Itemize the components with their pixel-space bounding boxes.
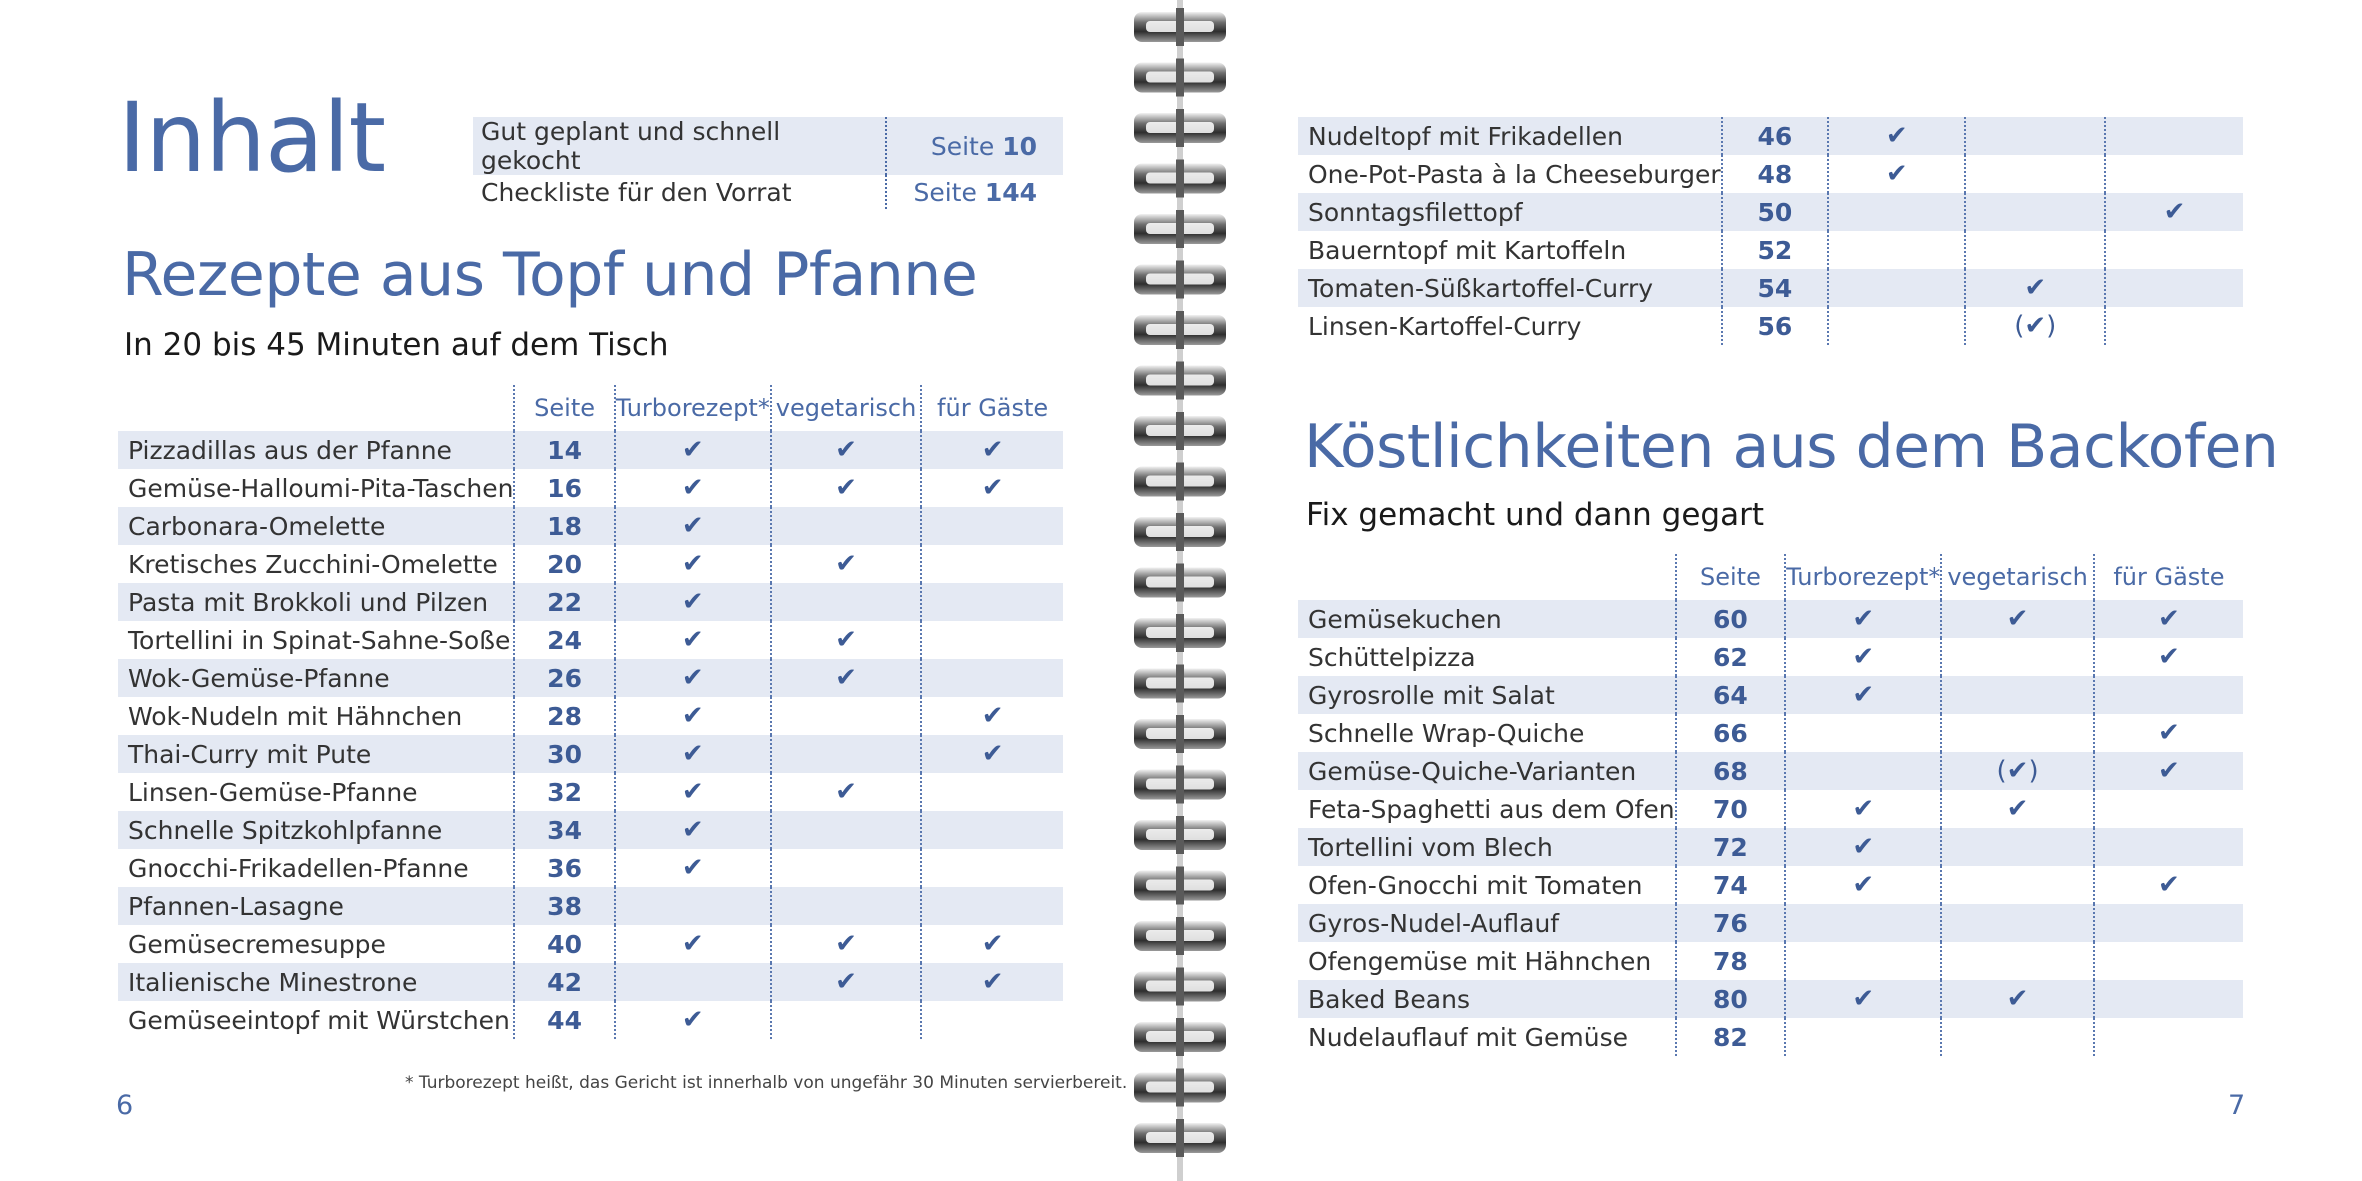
recipe-name: Ofen-Gnocchi mit Tomaten bbox=[1308, 870, 1643, 900]
recipe-page: 30 bbox=[514, 735, 614, 773]
guests-mark: ✔ bbox=[921, 925, 1063, 963]
turbo-mark bbox=[1785, 942, 1941, 980]
turbo-mark: ✔ bbox=[615, 431, 771, 469]
table-row[interactable] bbox=[118, 849, 1063, 887]
guests-mark: ✔ bbox=[2094, 638, 2243, 676]
recipe-name: Wok-Nudeln mit Hähnchen bbox=[128, 701, 463, 731]
toc-page: Seite 10 bbox=[886, 117, 1063, 175]
table-row[interactable] bbox=[1298, 307, 2243, 345]
table-row[interactable] bbox=[1298, 866, 2243, 904]
coil-wire bbox=[1176, 311, 1184, 349]
recipe-page: 24 bbox=[514, 621, 614, 659]
coil-wire bbox=[1176, 362, 1184, 400]
coil-wire bbox=[1176, 59, 1184, 97]
guests-mark: ✔ bbox=[2094, 714, 2243, 752]
guests-mark: ✔ bbox=[2094, 752, 2243, 790]
recipe-name: Linsen-Gemüse-Pfanne bbox=[128, 777, 418, 807]
turbo-mark: ✔ bbox=[615, 697, 771, 735]
guests-mark: ✔ bbox=[2105, 193, 2243, 231]
guests-mark: ✔ bbox=[2094, 600, 2243, 638]
recipe-name: Gemüseeintopf mit Würstchen bbox=[128, 1005, 510, 1035]
recipe-name: Carbonara-Omelette bbox=[118, 507, 514, 545]
recipe-name: One-Pot-Pasta à la Cheeseburger bbox=[1308, 159, 1721, 189]
toc-row[interactable] bbox=[473, 175, 1063, 209]
table-row[interactable] bbox=[1298, 676, 2243, 714]
recipe-rows bbox=[1298, 117, 2243, 345]
guests-mark: ✔ bbox=[921, 735, 1063, 773]
recipe-name: Gyros-Nudel-Auflauf bbox=[1298, 904, 1676, 942]
turbo-mark: ✔ bbox=[615, 621, 771, 659]
table-row[interactable] bbox=[1298, 1018, 2243, 1056]
vegetarian-mark bbox=[1965, 117, 2105, 155]
coil-wire bbox=[1176, 766, 1184, 804]
recipe-page: 28 bbox=[514, 697, 614, 735]
vegetarian-mark bbox=[771, 507, 921, 545]
turbo-mark: ✔ bbox=[615, 545, 771, 583]
recipe-page: 18 bbox=[514, 507, 614, 545]
recipe-table-continued bbox=[1298, 117, 2243, 345]
table-row[interactable] bbox=[1298, 638, 2243, 676]
header-turbo: Turborezept* bbox=[615, 385, 771, 431]
recipe-name: Feta-Spaghetti aus dem Ofen bbox=[1308, 794, 1675, 824]
table-row[interactable] bbox=[118, 925, 1063, 963]
vegetarian-mark bbox=[1941, 866, 2093, 904]
vegetarian-mark: ✔ bbox=[771, 773, 921, 811]
guests-mark bbox=[2105, 117, 2243, 155]
turbo-mark bbox=[1785, 904, 1941, 942]
guests-mark bbox=[2094, 676, 2243, 714]
header-guests: für Gäste bbox=[921, 385, 1063, 431]
guests-mark bbox=[921, 887, 1063, 925]
turbo-mark: ✔ bbox=[1785, 828, 1941, 866]
toc-label: Gut geplant und schnell gekocht bbox=[473, 117, 886, 175]
guests-mark bbox=[921, 773, 1063, 811]
recipe-rows bbox=[1298, 600, 2243, 1056]
header-page: Seite bbox=[1676, 554, 1786, 600]
coil-wire bbox=[1176, 210, 1184, 248]
header-vegetarian: vegetarisch bbox=[1941, 554, 2093, 600]
recipe-page: 64 bbox=[1676, 676, 1786, 714]
table-row[interactable] bbox=[118, 469, 1063, 507]
table-row[interactable] bbox=[118, 963, 1063, 1001]
coil-wire bbox=[1176, 917, 1184, 955]
guests-mark: ✔ bbox=[921, 963, 1063, 1001]
coil-wire bbox=[1176, 513, 1184, 551]
turbo-mark: ✔ bbox=[615, 507, 771, 545]
recipe-name: Schnelle Wrap-Quiche bbox=[1308, 718, 1585, 748]
guests-mark bbox=[921, 583, 1063, 621]
vegetarian-mark bbox=[771, 583, 921, 621]
vegetarian-mark: ✔ bbox=[771, 621, 921, 659]
recipe-name: Pizzadillas aus der Pfanne bbox=[118, 431, 514, 469]
vegetarian-mark: (✔) bbox=[1941, 752, 2093, 790]
vegetarian-mark bbox=[1965, 155, 2105, 193]
turbo-mark: ✔ bbox=[615, 735, 771, 773]
vegetarian-mark bbox=[1965, 231, 2105, 269]
guests-mark bbox=[2105, 231, 2243, 269]
left-page bbox=[0, 0, 1128, 1181]
page-number: 7 bbox=[2228, 1090, 2246, 1121]
recipe-page: 72 bbox=[1676, 828, 1786, 866]
table-header bbox=[1298, 554, 2243, 600]
turbo-mark: ✔ bbox=[1785, 866, 1941, 904]
coil-wire bbox=[1176, 412, 1184, 450]
recipe-name: Gemüse-Quiche-Varianten bbox=[1298, 752, 1676, 790]
coil-wire bbox=[1176, 109, 1184, 147]
header-guests: für Gäste bbox=[2094, 554, 2243, 600]
recipe-page: 74 bbox=[1676, 866, 1786, 904]
coil-wire bbox=[1176, 1018, 1184, 1056]
table-row[interactable] bbox=[1298, 269, 2243, 307]
table-row[interactable] bbox=[1298, 980, 2243, 1018]
table-row[interactable] bbox=[118, 507, 1063, 545]
section-subtitle: Fix gemacht und dann gegart bbox=[1306, 497, 1765, 533]
vegetarian-mark: ✔ bbox=[771, 925, 921, 963]
turbo-mark: ✔ bbox=[615, 583, 771, 621]
vegetarian-mark bbox=[771, 811, 921, 849]
recipe-page: 52 bbox=[1722, 231, 1829, 269]
recipe-page: 78 bbox=[1676, 942, 1786, 980]
guests-mark bbox=[921, 1001, 1063, 1039]
section-subtitle: In 20 bis 45 Minuten auf dem Tisch bbox=[124, 327, 669, 363]
turbo-mark: ✔ bbox=[615, 469, 771, 507]
guests-mark bbox=[921, 507, 1063, 545]
vegetarian-mark bbox=[1941, 714, 2093, 752]
recipe-name: Tortellini vom Blech bbox=[1298, 828, 1676, 866]
table-row[interactable] bbox=[1298, 752, 2243, 790]
recipe-page: 62 bbox=[1676, 638, 1786, 676]
recipe-page: 34 bbox=[514, 811, 614, 849]
guests-mark bbox=[2094, 942, 2243, 980]
table-row[interactable] bbox=[1298, 231, 2243, 269]
coil-wire bbox=[1176, 867, 1184, 905]
vegetarian-mark: ✔ bbox=[1941, 980, 2093, 1018]
turbo-mark: ✔ bbox=[615, 1001, 771, 1039]
guests-mark bbox=[921, 545, 1063, 583]
vegetarian-mark: ✔ bbox=[771, 659, 921, 697]
vegetarian-mark bbox=[1941, 828, 2093, 866]
toc-row[interactable] bbox=[473, 117, 1063, 175]
guests-mark bbox=[2094, 1018, 2243, 1056]
turbo-mark: ✔ bbox=[1785, 790, 1941, 828]
turbo-mark: ✔ bbox=[1785, 638, 1941, 676]
guests-mark bbox=[921, 811, 1063, 849]
guests-mark bbox=[2105, 307, 2243, 345]
vegetarian-mark bbox=[1965, 193, 2105, 231]
recipe-name: Sonntagsfilettopf bbox=[1298, 193, 1722, 231]
table-row[interactable] bbox=[118, 887, 1063, 925]
recipe-name: Nudelauflauf mit Gemüse bbox=[1308, 1022, 1628, 1052]
turbo-mark: ✔ bbox=[615, 849, 771, 887]
guests-mark bbox=[2105, 269, 2243, 307]
coil-wire bbox=[1176, 564, 1184, 602]
footnote: * Turborezept heißt, das Gericht ist innerhalb von ungefähr 30 Minuten servierbereit. bbox=[405, 1073, 1128, 1093]
recipe-name: Linsen-Kartoffel-Curry bbox=[1308, 311, 1582, 341]
spiral-binding bbox=[1120, 0, 1240, 1181]
guests-mark bbox=[921, 621, 1063, 659]
guests-mark bbox=[2094, 790, 2243, 828]
guests-mark: ✔ bbox=[921, 469, 1063, 507]
recipe-name: Baked Beans bbox=[1298, 980, 1676, 1018]
header-turbo: Turborezept* bbox=[1785, 554, 1941, 600]
table-row[interactable] bbox=[118, 773, 1063, 811]
turbo-mark bbox=[1828, 307, 1965, 345]
table-row[interactable] bbox=[118, 811, 1063, 849]
section-title: Köstlichkeiten aus dem Backofen bbox=[1304, 412, 2279, 482]
page-title: Inhalt bbox=[118, 82, 386, 194]
recipe-name: Pfannen-Lasagne bbox=[118, 887, 514, 925]
coil-wire bbox=[1176, 665, 1184, 703]
turbo-mark: ✔ bbox=[615, 659, 771, 697]
coil-wire bbox=[1176, 1119, 1184, 1157]
table-row[interactable] bbox=[118, 545, 1063, 583]
recipe-name: Kretisches Zucchini-Omelette bbox=[128, 549, 498, 579]
coil-wire bbox=[1176, 261, 1184, 299]
toc-links bbox=[473, 117, 1063, 209]
turbo-mark: ✔ bbox=[1828, 117, 1965, 155]
turbo-mark bbox=[1785, 752, 1941, 790]
recipe-name: Gemüsekuchen bbox=[1298, 600, 1676, 638]
recipe-page: 36 bbox=[514, 849, 614, 887]
table-row[interactable] bbox=[1298, 828, 2243, 866]
recipe-page: 66 bbox=[1676, 714, 1786, 752]
guests-mark bbox=[2094, 904, 2243, 942]
turbo-mark: ✔ bbox=[615, 925, 771, 963]
right-page bbox=[1240, 0, 2362, 1181]
recipe-page: 46 bbox=[1722, 117, 1829, 155]
table-row[interactable] bbox=[1298, 790, 2243, 828]
recipe-page: 42 bbox=[514, 963, 614, 1001]
recipe-page: 26 bbox=[514, 659, 614, 697]
vegetarian-mark bbox=[1941, 942, 2093, 980]
vegetarian-mark bbox=[1941, 904, 2093, 942]
turbo-mark bbox=[1828, 193, 1965, 231]
table-row[interactable] bbox=[1298, 600, 2243, 638]
turbo-mark bbox=[1785, 1018, 1941, 1056]
turbo-mark bbox=[1785, 714, 1941, 752]
turbo-mark: ✔ bbox=[1785, 980, 1941, 1018]
vegetarian-mark bbox=[771, 1001, 921, 1039]
vegetarian-mark: ✔ bbox=[771, 431, 921, 469]
table-row[interactable] bbox=[1298, 904, 2243, 942]
coil-wire bbox=[1176, 614, 1184, 652]
recipe-page: 60 bbox=[1676, 600, 1786, 638]
recipe-page: 20 bbox=[514, 545, 614, 583]
recipe-name: Nudeltopf mit Frikadellen bbox=[1298, 117, 1722, 155]
toc-label: Checkliste für den Vorrat bbox=[481, 177, 792, 207]
header-page: Seite bbox=[514, 385, 614, 431]
turbo-mark: ✔ bbox=[1785, 676, 1941, 714]
vegetarian-mark: ✔ bbox=[771, 469, 921, 507]
recipe-page: 40 bbox=[514, 925, 614, 963]
vegetarian-mark: ✔ bbox=[771, 963, 921, 1001]
table-row[interactable] bbox=[118, 697, 1063, 735]
vegetarian-mark bbox=[1941, 1018, 2093, 1056]
recipe-page: 56 bbox=[1722, 307, 1829, 345]
recipe-name: Tortellini in Spinat-Sahne-Soße bbox=[128, 625, 511, 655]
recipe-name: Gyrosrolle mit Salat bbox=[1298, 676, 1676, 714]
vegetarian-mark bbox=[1941, 638, 2093, 676]
recipe-rows bbox=[118, 431, 1063, 1039]
turbo-mark: ✔ bbox=[615, 773, 771, 811]
table-row[interactable] bbox=[118, 1001, 1063, 1039]
vegetarian-mark bbox=[771, 849, 921, 887]
page-number: 6 bbox=[116, 1090, 134, 1121]
vegetarian-mark: ✔ bbox=[1941, 600, 2093, 638]
vegetarian-mark bbox=[771, 887, 921, 925]
coil-wire bbox=[1176, 1069, 1184, 1107]
guests-mark bbox=[921, 659, 1063, 697]
recipe-table bbox=[118, 385, 1063, 1039]
section-title: Rezepte aus Topf und Pfanne bbox=[122, 240, 978, 310]
guests-mark bbox=[2094, 828, 2243, 866]
recipe-page: 50 bbox=[1722, 193, 1829, 231]
recipe-name: Schüttelpizza bbox=[1308, 642, 1476, 672]
recipe-page: 14 bbox=[514, 431, 614, 469]
recipe-name: Schnelle Spitzkohlpfanne bbox=[118, 811, 514, 849]
coil-wire bbox=[1176, 968, 1184, 1006]
header-vegetarian: vegetarisch bbox=[771, 385, 921, 431]
vegetarian-mark bbox=[771, 735, 921, 773]
recipe-name: Gnocchi-Frikadellen-Pfanne bbox=[128, 853, 469, 883]
table-row[interactable] bbox=[1298, 714, 2243, 752]
vegetarian-mark: ✔ bbox=[1941, 790, 2093, 828]
recipe-page: 82 bbox=[1676, 1018, 1786, 1056]
recipe-page: 38 bbox=[514, 887, 614, 925]
turbo-mark bbox=[1828, 269, 1965, 307]
recipe-page: 68 bbox=[1676, 752, 1786, 790]
vegetarian-mark: (✔) bbox=[1965, 307, 2105, 345]
guests-mark bbox=[921, 849, 1063, 887]
recipe-page: 44 bbox=[514, 1001, 614, 1039]
table-row[interactable] bbox=[118, 735, 1063, 773]
recipe-name: Italienische Minestrone bbox=[118, 963, 514, 1001]
table-row[interactable] bbox=[118, 431, 1063, 469]
turbo-mark: ✔ bbox=[1785, 600, 1941, 638]
turbo-mark bbox=[1828, 231, 1965, 269]
table-row[interactable] bbox=[118, 659, 1063, 697]
recipe-name: Thai-Curry mit Pute bbox=[118, 735, 514, 773]
recipe-name: Bauerntopf mit Kartoffeln bbox=[1308, 235, 1627, 265]
turbo-mark: ✔ bbox=[615, 811, 771, 849]
table-row[interactable] bbox=[1298, 193, 2243, 231]
table-row[interactable] bbox=[1298, 117, 2243, 155]
recipe-name: Gemüse-Halloumi-Pita-Taschen bbox=[128, 473, 514, 503]
turbo-mark bbox=[615, 963, 771, 1001]
recipe-name: Tomaten-Süßkartoffel-Curry bbox=[1298, 269, 1722, 307]
turbo-mark: ✔ bbox=[1828, 155, 1965, 193]
vegetarian-mark bbox=[771, 697, 921, 735]
table-header bbox=[118, 385, 1063, 431]
guests-mark bbox=[2094, 980, 2243, 1018]
guests-mark bbox=[2105, 155, 2243, 193]
coil-wire bbox=[1176, 8, 1184, 46]
recipe-table bbox=[1298, 554, 2243, 1056]
recipe-name: Gemüsecremesuppe bbox=[128, 929, 386, 959]
turbo-mark bbox=[615, 887, 771, 925]
toc-page: Seite 144 bbox=[886, 175, 1063, 209]
table-row[interactable] bbox=[1298, 942, 2243, 980]
coil-wire bbox=[1176, 816, 1184, 854]
table-row[interactable] bbox=[118, 621, 1063, 659]
table-row[interactable] bbox=[1298, 155, 2243, 193]
recipe-page: 80 bbox=[1676, 980, 1786, 1018]
vegetarian-mark: ✔ bbox=[1965, 269, 2105, 307]
vegetarian-mark: ✔ bbox=[771, 545, 921, 583]
recipe-page: 22 bbox=[514, 583, 614, 621]
coil-group bbox=[1134, 8, 1226, 1157]
recipe-page: 70 bbox=[1676, 790, 1786, 828]
coil-wire bbox=[1176, 715, 1184, 753]
guests-mark: ✔ bbox=[921, 431, 1063, 469]
recipe-name: Ofengemüse mit Hähnchen bbox=[1308, 946, 1652, 976]
recipe-page: 76 bbox=[1676, 904, 1786, 942]
table-row[interactable] bbox=[118, 583, 1063, 621]
recipe-page: 16 bbox=[514, 469, 614, 507]
guests-mark: ✔ bbox=[2094, 866, 2243, 904]
recipe-page: 54 bbox=[1722, 269, 1829, 307]
coil-wire bbox=[1176, 463, 1184, 501]
coil-wire bbox=[1176, 160, 1184, 198]
recipe-name: Pasta mit Brokkoli und Pilzen bbox=[118, 583, 514, 621]
recipe-page: 32 bbox=[514, 773, 614, 811]
vegetarian-mark bbox=[1941, 676, 2093, 714]
recipe-name: Wok-Gemüse-Pfanne bbox=[118, 659, 514, 697]
guests-mark: ✔ bbox=[921, 697, 1063, 735]
recipe-page: 48 bbox=[1722, 155, 1829, 193]
